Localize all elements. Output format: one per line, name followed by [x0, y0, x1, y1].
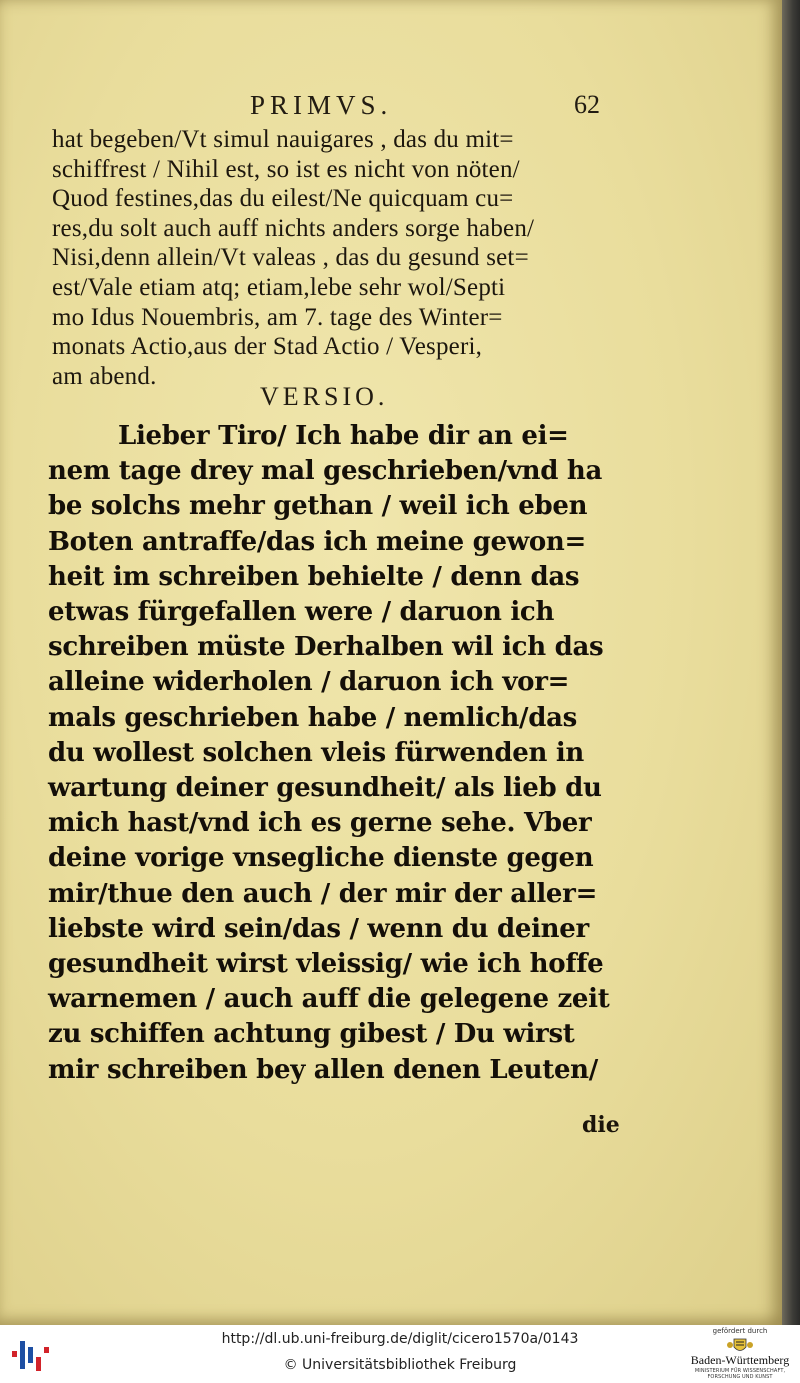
latin-line: mo Idus Nouembris, am 7. tage des Winter= [52, 303, 503, 331]
latin-line: res,du solt auch auff nichts anders sorge haben/ [52, 214, 535, 242]
folio-number: 62 [574, 90, 600, 119]
german-line: deine vorige vnsegliche dienste gegen [48, 843, 594, 874]
german-line: du wollest solchen vleis fürwenden in [48, 737, 585, 768]
german-line: heit im schreiben behielte / denn das [48, 561, 580, 592]
coat-of-arms-icon [726, 1337, 754, 1355]
german-line: zu schiffen achtung gibest / Du wirst [48, 1019, 575, 1050]
german-line: warnemen / auch auff die gelegene zeit [48, 984, 610, 1015]
german-line: liebste wird sein/das / wenn du deiner [48, 913, 589, 944]
section-heading: VERSIO. [260, 382, 389, 411]
sponsor-label: gefördert durch [712, 1327, 768, 1335]
page-edge [782, 0, 800, 1325]
latin-line: monats Actio,aus der Stad Actio / Vesperi, [52, 333, 483, 361]
german-line: Boten antraffe/das ich meine gewon= [48, 526, 586, 557]
latin-line: Nisi,denn allein/Vt valeas , das du gesund set= [52, 244, 529, 272]
latin-line: Quod festines,das du eilest/Ne quicquam cu= [52, 185, 514, 213]
running-title: PRIMVS. [250, 90, 393, 120]
german-line: nem tage drey mal geschrieben/vnd ha [48, 456, 603, 487]
german-line: mich hast/vnd ich es gerne sehe. Vber [48, 808, 592, 839]
german-line: mir schreiben bey allen denen Leuten/ [48, 1054, 598, 1085]
latin-line: am abend. [52, 362, 157, 390]
copyright-text: © Universitätsbibliothek Freiburg [283, 1357, 517, 1373]
german-line: alleine widerholen / daruon ich vor= [48, 667, 570, 698]
german-line: etwas fürgefallen were / daruon ich [48, 597, 555, 627]
catchword: die [582, 1112, 620, 1138]
sponsor-name: Baden-Württemberg [690, 1353, 790, 1367]
latin-line: hat begeben/Vt simul nauigares , das du mit= [52, 126, 514, 153]
viewer-footer [0, 1325, 800, 1383]
latin-line: est/Vale etiam atq; etiam,lebe sehr wol/Septi [52, 274, 506, 301]
german-line: mir/thue den auch / der mir der aller= [48, 878, 598, 909]
sponsor-subline: MINISTERIUM FÜR WISSENSCHAFT, FORSCHUNG UND KUNST [694, 1368, 786, 1380]
sponsor-badge[interactable] [686, 1327, 794, 1381]
german-line: Lieber Tiro/ Ich habe dir an ei= [118, 421, 569, 451]
german-line: be solchs mehr gethan / weil ich eben [48, 491, 588, 522]
german-line: wartung deiner gesundheit/ als lieb du [48, 773, 602, 803]
german-line: schreiben müste Derhalben wil ich das [48, 632, 604, 663]
page-url-link[interactable]: http://dl.ub.uni-freiburg.de/diglit/cicero1570a/0143 [221, 1331, 579, 1347]
german-line: gesundheit wirst vleissig/ wie ich hoffe [48, 949, 604, 979]
german-line: mals geschrieben habe / nemlich/das [48, 702, 577, 733]
latin-line: schiffrest / Nihil est, so ist es nicht von nöten/ [52, 155, 520, 183]
